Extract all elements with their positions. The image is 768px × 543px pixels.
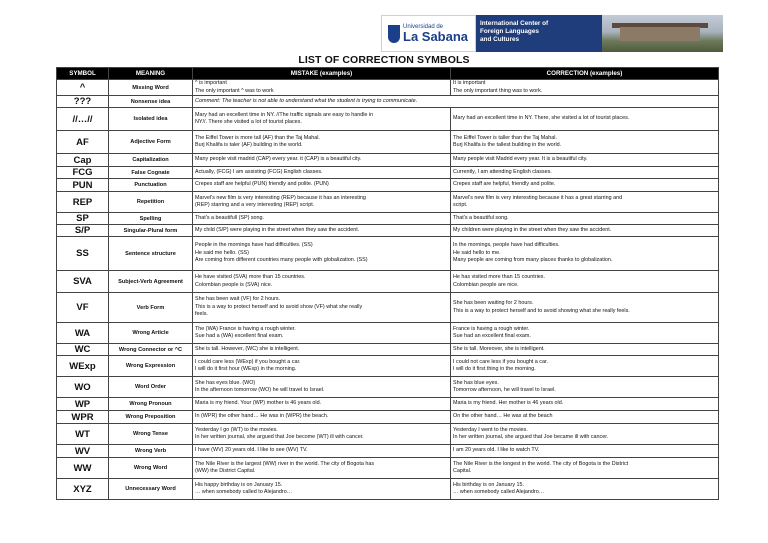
table-row xyxy=(57,213,719,225)
mistake-line: Mary had an excellent time in NY. //The traffic signals are easy to handle in xyxy=(195,111,374,118)
mistake-line: Burj Khalifa is taler (AF) building in the world. xyxy=(195,142,303,149)
center-line-2: Foreign Languages xyxy=(480,28,539,35)
table-row xyxy=(57,271,719,293)
mistake-line: The (WA) France is having a rough winter. xyxy=(195,325,296,332)
mistake-cell xyxy=(193,108,451,131)
correction-cell xyxy=(451,213,719,225)
mistake-cell xyxy=(193,131,451,154)
symbol-cell: WA xyxy=(57,323,109,344)
correction-cell xyxy=(451,80,719,96)
correction-line: He has visited more than 15 countries. xyxy=(453,274,545,281)
mistake-line: She has eyes blue. (WO) xyxy=(195,379,256,386)
mistake-cell xyxy=(193,356,451,377)
table-header-row xyxy=(57,68,719,80)
center-line-1: International Center of xyxy=(480,20,549,27)
campus-photo xyxy=(602,15,723,52)
symbol-cell: WW xyxy=(57,458,109,479)
mistake-line: In her written journal, she argued that Joe become (WT) ill with cancer. xyxy=(195,434,364,441)
meaning-cell: Wrong Tense xyxy=(109,424,193,445)
mistake-line: NY//. There she visited a lot of tourist places. xyxy=(195,119,302,126)
correction-line: She has blue eyes. xyxy=(453,379,499,386)
university-logo xyxy=(381,15,476,52)
correction-cell xyxy=(451,356,719,377)
symbol-cell: XYZ xyxy=(57,479,109,500)
mistake-line: Sue had a (WA) excellent final exam. xyxy=(195,333,284,340)
table-row xyxy=(57,479,719,500)
correction-line: France is having a rough winter. xyxy=(453,325,530,332)
correction-cell xyxy=(451,154,719,167)
mistake-line: She has been wait (VF) for 2 hours. xyxy=(195,296,281,303)
symbol-cell: REP xyxy=(57,192,109,213)
correction-line: She has been waiting for 2 hours. xyxy=(453,300,534,307)
correction-cell xyxy=(451,179,719,192)
correction-line: It is important xyxy=(453,80,486,86)
meaning-cell: Wrong Expression xyxy=(109,356,193,377)
symbol-cell: SVA xyxy=(57,271,109,293)
correction-cell xyxy=(451,192,719,213)
correction-line: I will do it first thing in the morning. xyxy=(453,366,536,373)
meaning-cell: Spelling xyxy=(109,213,193,225)
correction-line: Burj Khalifa is the tallest building in the world. xyxy=(453,142,562,149)
mistake-cell xyxy=(193,293,451,323)
table-row xyxy=(57,237,719,271)
mistake-line: He have visited (SVA) more than 15 countries. xyxy=(195,274,306,281)
correction-line: … when somebody called Alejandro… xyxy=(453,489,545,496)
symbol-cell: VF xyxy=(57,293,109,323)
table-row xyxy=(57,225,719,237)
correction-line: Capital. xyxy=(453,468,472,475)
meaning-cell: Wrong Word xyxy=(109,458,193,479)
mistake-cell xyxy=(193,411,451,424)
mistake-line: Many people visit madrid (CAP) every year. it (CAP) is a beautiful city. xyxy=(195,156,362,163)
mistake-line: Are coming from different countries many people with globalization. (SS) xyxy=(195,257,368,264)
correction-cell xyxy=(451,293,719,323)
correction-line: Many people are coming from many places thanks to globalization. xyxy=(453,257,613,264)
header-meaning: MEANING xyxy=(109,68,193,80)
table-row xyxy=(57,154,719,167)
correction-line: script. xyxy=(453,202,468,209)
symbol-cell: WP xyxy=(57,398,109,411)
symbol-cell: //…// xyxy=(57,108,109,131)
symbol-cell: ^ xyxy=(57,80,109,96)
mistake-cell xyxy=(193,271,451,293)
symbol-cell: AF xyxy=(57,131,109,154)
mistake-cell xyxy=(193,237,451,271)
correction-cell xyxy=(451,108,719,131)
mistake-cell xyxy=(193,154,451,167)
mistake-cell xyxy=(193,167,451,179)
correction-cell xyxy=(451,225,719,237)
table-row xyxy=(57,108,719,131)
correction-cell xyxy=(451,445,719,458)
mistake-line: The Eiffel Tower is more tall (AF) than the Taj Mahal. xyxy=(195,134,320,141)
mistake-line: I could care less (WExp) if you bought a car. xyxy=(195,358,301,365)
mistake-line: This is a way to protect herself and to avoid show (VF) what she really xyxy=(195,303,363,310)
correction-line: In her written journal, she argued that Joe became ill with cancer. xyxy=(453,434,609,441)
mistake-cell xyxy=(193,344,451,356)
meaning-cell: Wrong Pronoun xyxy=(109,398,193,411)
meaning-cell: Verb Form xyxy=(109,293,193,323)
header-mistake: MISTAKE (examples) xyxy=(193,68,451,80)
correction-line: The Eiffel Tower is taller than the Taj Mahal. xyxy=(453,134,557,141)
meaning-cell: Capitalization xyxy=(109,154,193,167)
symbol-cell: PUN xyxy=(57,179,109,192)
correction-line: The only important thing was to work. xyxy=(453,87,543,94)
correction-line: My children were playing in the street when they saw the accident. xyxy=(453,226,612,233)
meaning-cell: Wrong Connector or ^C xyxy=(109,344,193,356)
meaning-cell: Missing Word xyxy=(109,80,193,96)
correction-line: That's a beautiful song. xyxy=(453,214,509,221)
correction-line: This is a way to protect herself and to avoid showing what she really feels. xyxy=(453,307,630,314)
table-row xyxy=(57,458,719,479)
table-row xyxy=(57,398,719,411)
mistake-line: … when somebody called to Alejandro… xyxy=(195,489,293,496)
mistake-cell xyxy=(193,179,451,192)
mistake-cell xyxy=(193,377,451,398)
mistake-line: The Nile River is the largest (WW) river in the world. The city of Bogota has xyxy=(195,460,375,467)
mistake-line: feels. xyxy=(195,311,208,318)
table-row xyxy=(57,356,719,377)
table-row xyxy=(57,445,719,458)
mistake-line: She is tall. However, (WC) she is intelligent. xyxy=(195,345,300,352)
mistake-line: Yesterday I go (WT) to the movies. xyxy=(195,426,278,433)
symbol-cell: WPR xyxy=(57,411,109,424)
correction-cell xyxy=(451,479,719,500)
center-line-3: and Cultures xyxy=(480,36,520,43)
meaning-cell: Singular-Plural form xyxy=(109,225,193,237)
symbol-cell: SS xyxy=(57,237,109,271)
symbol-cell: WT xyxy=(57,424,109,445)
correction-line: Colombian people are nice. xyxy=(453,281,519,288)
correction-line: Sue had an excellent final exam. xyxy=(453,333,531,340)
meaning-cell: Nonsense idea xyxy=(109,96,193,108)
mistake-line: The only important ^ was to work xyxy=(195,87,274,94)
mistake-cell xyxy=(193,80,451,96)
correction-line: He said hello to me. xyxy=(453,249,501,256)
mistake-cell xyxy=(193,213,451,225)
correction-cell xyxy=(451,424,719,445)
mistake-cell xyxy=(193,424,451,445)
correction-line: She is tall. Moreover, she is intelligent. xyxy=(453,345,545,352)
symbol-cell: WV xyxy=(57,445,109,458)
table-row xyxy=(57,293,719,323)
correction-line: Maria is my friend. Her mother is 46 years old. xyxy=(453,400,564,407)
mistake-cell xyxy=(193,225,451,237)
correction-cell xyxy=(451,411,719,424)
mistake-line: Marvel's new film is very interesting (REP) because it has an interesting xyxy=(195,194,366,201)
mistake-line: People in the mornings have had difficulties. (SS) xyxy=(195,242,313,249)
symbol-cell: WO xyxy=(57,377,109,398)
symbol-cell: ??? xyxy=(57,96,109,108)
correction-line: On the other hand… He was at the beach xyxy=(453,413,553,420)
meaning-cell: Word Order xyxy=(109,377,193,398)
mistake-cell xyxy=(193,323,451,344)
mistake-line: Crepes staff are helpful (PUN) friendly and polite. (PUN) xyxy=(195,181,329,188)
mistake-line: I will do it first hour (WExp) in the morning. xyxy=(195,366,297,373)
table-row xyxy=(57,80,719,96)
mistake-line: I have (WV) 20 years old. I like to see (WV) TV. xyxy=(195,447,308,454)
correction-line: In the mornings, people have had difficulties. xyxy=(453,242,560,249)
table-row xyxy=(57,179,719,192)
header-correction: CORRECTION (examples) xyxy=(451,68,719,80)
meaning-cell: Repetition xyxy=(109,192,193,213)
meaning-cell: Wrong Verb xyxy=(109,445,193,458)
crest-icon xyxy=(388,25,400,43)
symbol-cell: WExp xyxy=(57,356,109,377)
mistake-cell xyxy=(193,192,451,213)
mistake-cell xyxy=(193,458,451,479)
correction-line: Mary had an excellent time in NY. There, she visited a lot of tourist places. xyxy=(453,115,630,122)
correction-cell xyxy=(451,377,719,398)
mistake-line: (REP) starring and a very interesting (REP) script. xyxy=(195,202,315,209)
symbol-cell: WC xyxy=(57,344,109,356)
table-row xyxy=(57,377,719,398)
mistake-line: He said me hello. (SS) xyxy=(195,249,249,256)
page-title: LIST OF CORRECTION SYMBOLS xyxy=(298,54,470,66)
meaning-cell: Punctuation xyxy=(109,179,193,192)
table-row xyxy=(57,131,719,154)
symbol-cell: SP xyxy=(57,213,109,225)
center-name xyxy=(476,15,602,52)
mistake-cell xyxy=(193,445,451,458)
correction-line: Yesterday I went to the movies. xyxy=(453,426,528,433)
logo-big-text: La Sabana xyxy=(403,29,469,44)
mistake-line: That's a beautifull (SP) song. xyxy=(195,214,265,221)
mistake-line: Actually, (FCG) I am assisting (FCG) English classes. xyxy=(195,168,323,175)
correction-cell xyxy=(451,271,719,293)
meaning-cell: False Cognate xyxy=(109,167,193,179)
table-row xyxy=(57,323,719,344)
correction-line: Marvel's new film is very interesting because it has a great starring and xyxy=(453,194,623,201)
correction-line: Tomorrow afternoon, he will travel to Israel. xyxy=(453,387,556,394)
correction-line: I could not care less if you bought a car. xyxy=(453,358,548,365)
correction-cell xyxy=(451,167,719,179)
meaning-cell: Subject-Verb Agreement xyxy=(109,271,193,293)
mistake-cell xyxy=(193,398,451,411)
correction-line: The Nile River is the longest in the world. The city of Bogota is the District xyxy=(453,460,629,467)
correction-line: I am 20 years old. I like to watch TV. xyxy=(453,447,540,454)
correction-cell xyxy=(451,344,719,356)
table-row xyxy=(57,424,719,445)
mistake-line: In (WPR) the other hand… He was in (WPR) the beach. xyxy=(195,413,329,420)
mistake-line: My child (S/P) were playing in the street when they saw the accident. xyxy=(195,226,360,233)
table-row xyxy=(57,167,719,179)
meaning-cell: Unnecessary Word xyxy=(109,479,193,500)
symbol-cell: S/P xyxy=(57,225,109,237)
correction-cell xyxy=(451,323,719,344)
comment-cell: Comment: The teacher is not able to understand what the student is trying to communicate. xyxy=(193,96,719,108)
correction-cell xyxy=(451,237,719,271)
mistake-line: In the afternoon tomorrow (WO) he will travel to Israel. xyxy=(195,387,325,394)
table-row xyxy=(57,411,719,424)
correction-line: Many people visit Madrid every year. It is a beautiful city. xyxy=(453,156,588,163)
symbol-cell: Cap xyxy=(57,154,109,167)
meaning-cell: Adjective Form xyxy=(109,131,193,154)
table-row xyxy=(57,96,719,108)
correction-line: Crepes staff are helpful, friendly and polite. xyxy=(453,181,556,188)
mistake-line: Maria is my friend. Your (WP) mother is 46 years old. xyxy=(195,400,322,407)
correction-cell xyxy=(451,131,719,154)
meaning-cell: Sentence structure xyxy=(109,237,193,271)
mistake-line: (WW) the District Capital. xyxy=(195,468,256,475)
meaning-cell: Wrong Article xyxy=(109,323,193,344)
correction-symbols-table xyxy=(56,67,719,500)
mistake-cell xyxy=(193,479,451,500)
correction-line: His birthday is on January 15. xyxy=(453,481,525,488)
table-row xyxy=(57,192,719,213)
mistake-line: Colombian people is (SVA) nice. xyxy=(195,281,273,288)
logo-small-text: Universidad de xyxy=(403,24,444,30)
header-banner xyxy=(381,15,723,52)
header-symbol: SYMBOL xyxy=(57,68,109,80)
mistake-line: His happy birthday is on January 15. xyxy=(195,481,283,488)
correction-cell xyxy=(451,458,719,479)
mistake-line: ^ is important xyxy=(195,80,227,86)
symbol-cell: FCG xyxy=(57,167,109,179)
meaning-cell: Isolated idea xyxy=(109,108,193,131)
correction-cell xyxy=(451,398,719,411)
table-row xyxy=(57,344,719,356)
correction-line: Currently, I am attending English classes. xyxy=(453,168,552,175)
meaning-cell: Wrong Preposition xyxy=(109,411,193,424)
